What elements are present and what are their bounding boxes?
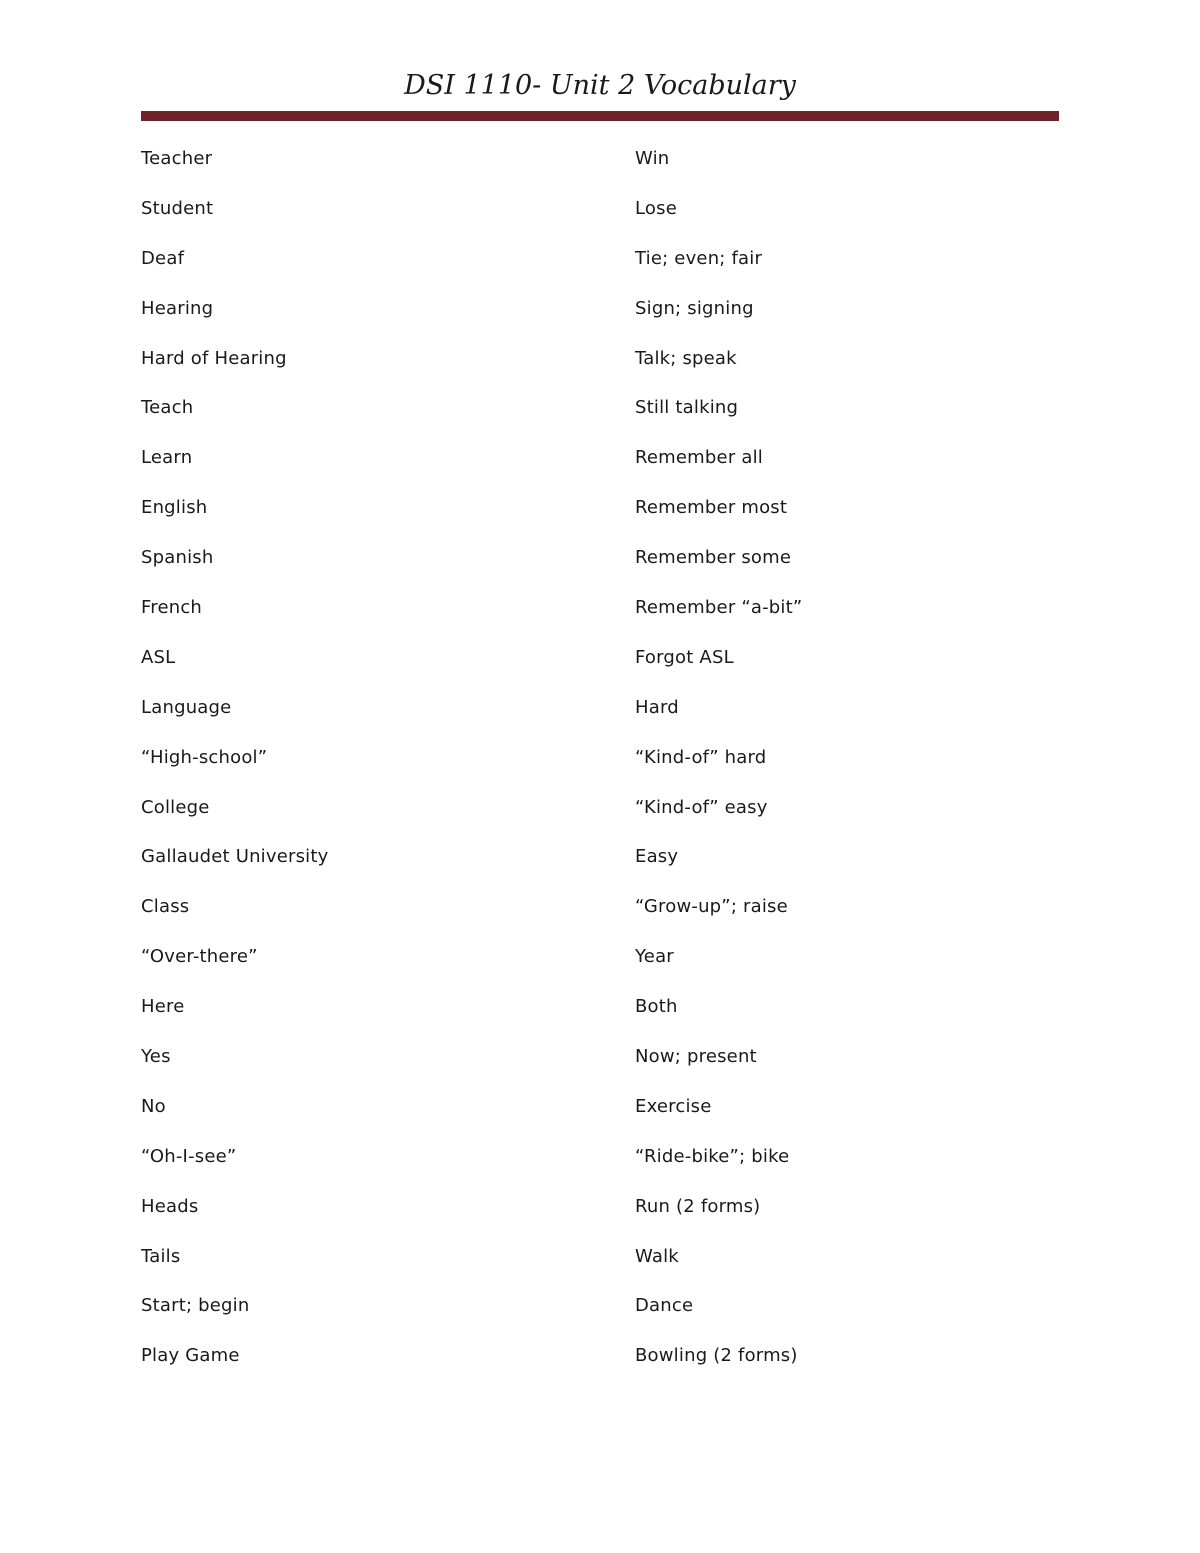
vocabulary-term: “Oh-I-see”: [141, 1145, 237, 1167]
vocabulary-term: “Ride-bike”; bike: [635, 1145, 790, 1167]
vocabulary-term: Sign; signing: [635, 297, 754, 319]
vocabulary-term: No: [141, 1095, 166, 1117]
vocabulary-term: Hard of Hearing: [141, 347, 287, 369]
title-underline-rule: [141, 111, 1059, 121]
vocabulary-term: Hard: [635, 696, 679, 718]
vocabulary-term: “Over-there”: [141, 946, 258, 968]
vocabulary-term: Forgot ASL: [635, 646, 734, 668]
vocabulary-term: Class: [141, 896, 190, 918]
vocabulary-term: “Grow-up”; raise: [635, 896, 788, 918]
vocabulary-term: Remember some: [635, 547, 792, 569]
vocabulary-term: Deaf: [141, 247, 185, 269]
vocabulary-term: Learn: [141, 447, 193, 469]
vocabulary-term: Teacher: [141, 148, 213, 169]
vocabulary-term: Talk; speak: [635, 347, 737, 369]
vocabulary-term: Now; present: [635, 1046, 757, 1068]
vocabulary-term: Easy: [635, 846, 679, 868]
page-title: DSI 1110- Unit 2 Vocabulary: [404, 70, 796, 101]
vocabulary-term: Yes: [141, 1046, 171, 1068]
vocabulary-term: Walk: [635, 1245, 679, 1267]
vocabulary-term: Win: [635, 148, 670, 169]
vocabulary-term: Still talking: [635, 397, 739, 419]
vocabulary-term: Remember “a-bit”: [635, 597, 803, 619]
vocabulary-term: Both: [635, 996, 678, 1018]
vocabulary-term: Play Game: [141, 1345, 240, 1367]
vocabulary-term: Lose: [635, 197, 677, 219]
vocabulary-term: Tie; even; fair: [635, 247, 763, 269]
vocabulary-term: Start; begin: [141, 1295, 250, 1317]
vocabulary-term: Hearing: [141, 297, 214, 319]
vocabulary-term: Heads: [141, 1195, 199, 1217]
vocabulary-term: Student: [141, 197, 214, 219]
vocabulary-term: “High-school”: [141, 746, 268, 768]
vocabulary-right-column: [635, 134, 1055, 1381]
vocabulary-term: Teach: [141, 397, 194, 419]
vocabulary-term: Gallaudet University: [141, 846, 329, 868]
vocabulary-term: Here: [141, 996, 185, 1018]
vocabulary-term: Exercise: [635, 1095, 712, 1117]
vocabulary-term: Remember all: [635, 447, 763, 469]
vocabulary-term: Tails: [141, 1245, 181, 1267]
vocabulary-term: “Kind-of” easy: [635, 796, 768, 818]
vocabulary-term: French: [141, 597, 203, 619]
vocabulary-term: Spanish: [141, 547, 214, 569]
vocabulary-term: Dance: [635, 1295, 694, 1317]
vocabulary-term: College: [141, 796, 210, 818]
vocabulary-term: Run (2 forms): [635, 1195, 761, 1217]
vocabulary-term: Bowling (2 forms): [635, 1345, 798, 1367]
vocabulary-term: English: [141, 497, 208, 519]
vocabulary-term: “Kind-of” hard: [635, 746, 767, 768]
vocabulary-term: Language: [141, 696, 232, 718]
vocabulary-term: Year: [635, 946, 674, 968]
vocabulary-term: ASL: [141, 646, 176, 668]
vocabulary-left-column: [141, 134, 561, 1381]
vocabulary-term: Remember most: [635, 497, 788, 519]
